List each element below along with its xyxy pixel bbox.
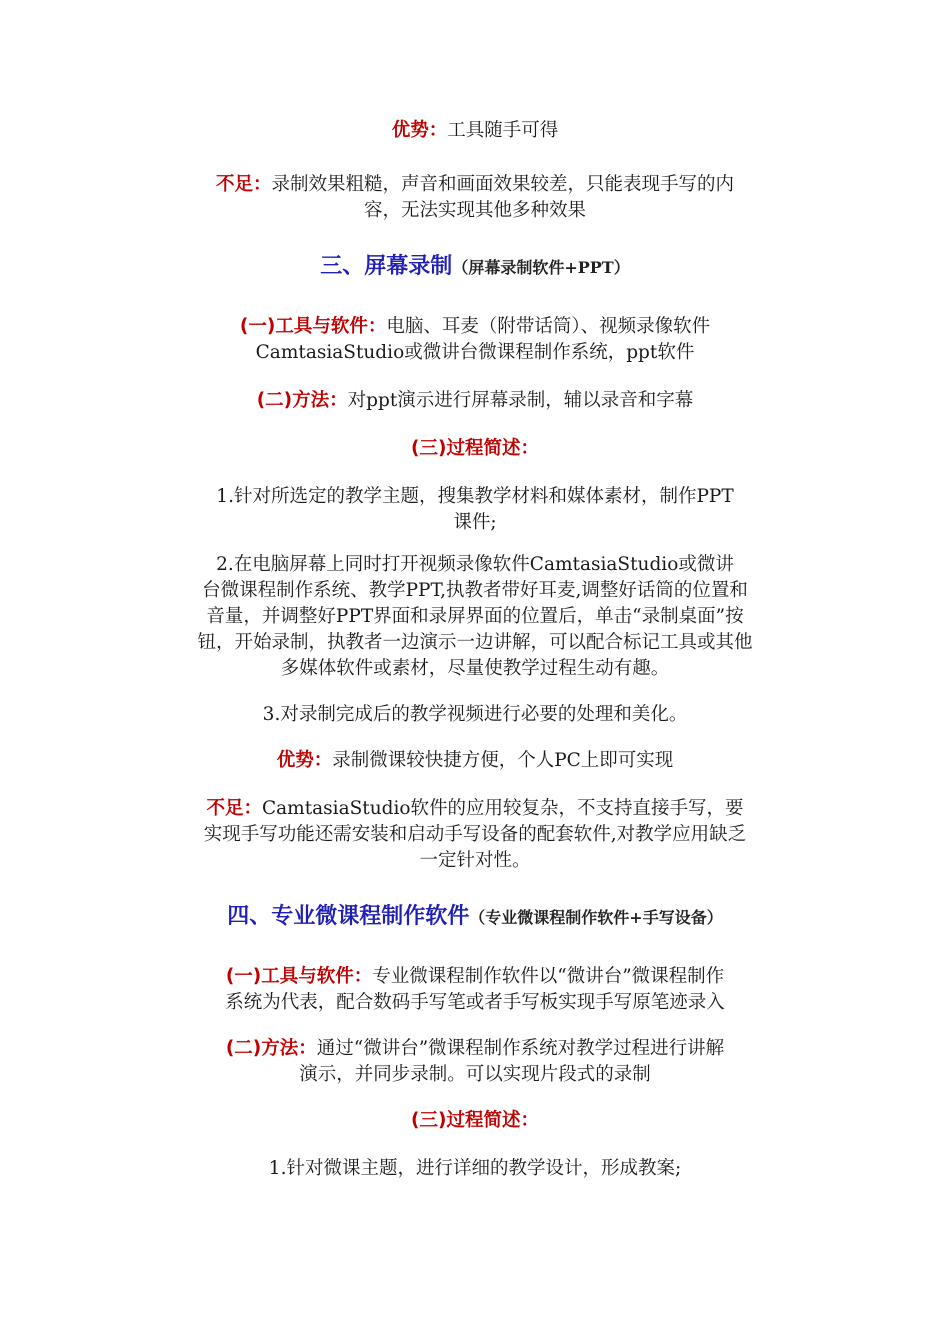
step-text-line: 课件; [453, 512, 497, 533]
shortcoming-label: 不足： [206, 798, 262, 819]
step-text-line: 钮，开始录制，执教者一边演示一边讲解，可以配合标记工具或其他 [197, 632, 753, 653]
shortcoming-text-line: CamtasiaStudio软件的应用较复杂，不支持直接手写，要 [261, 798, 744, 819]
shortcoming-text-line: 实现手写功能还需安装和启动手写设备的配套软件,对教学应用缺乏 [203, 824, 747, 845]
section3-shortcoming [140, 796, 810, 874]
section3-title-note: （屏幕录制软件+PPT） [452, 258, 630, 277]
tools-text-line: 系统为代表，配合数码手写笔或者手写板实现手写原笔迹录入 [225, 992, 725, 1013]
advantage-paragraph-1 [140, 118, 810, 144]
tools-label: (一)工具与软件： [225, 966, 373, 987]
section4-title-note: （专业微课程制作软件+手写设备） [469, 908, 723, 927]
step-text-line: 台微课程制作系统、教学PPT,执教者带好耳麦,调整好话筒的位置和 [202, 580, 748, 601]
section3-advantage [140, 748, 810, 774]
section4-step1 [140, 1156, 810, 1182]
method-text-line: 通过“微讲台”微课程制作系统对教学过程进行讲解 [316, 1038, 725, 1059]
shortcoming-text-line: 一定针对性。 [419, 850, 531, 871]
method-label: (二)方法： [225, 1038, 317, 1059]
method-text: 对ppt演示进行屏幕录制，辅以录音和字幕 [347, 390, 694, 411]
step-text-line: 多媒体软件或素材，尽量使教学过程生动有趣。 [280, 658, 670, 679]
section4-tools-paragraph [140, 964, 810, 1016]
shortcoming-label: 不足： [215, 174, 272, 195]
shortcoming-text-line: 容，无法实现其他多种效果 [363, 200, 586, 221]
advantage-text: 录制微课较快捷方便，个人PC上即可实现 [332, 750, 674, 771]
method-label: (二)方法： [256, 390, 348, 411]
section3-title: 三、屏幕录制 [320, 254, 453, 279]
section4-title: 四、专业微课程制作软件 [227, 904, 470, 929]
process-label: (三)过程简述： [411, 438, 539, 459]
step-text-line: 1.针对所选定的教学主题，搜集教学材料和媒体素材，制作PPT [216, 486, 734, 507]
section3-step2 [140, 552, 810, 682]
section3-step3 [140, 702, 810, 728]
step-text-line: 音量，并调整好PPT界面和录屏界面的位置后，单击“录制桌面”按 [206, 606, 744, 627]
section3-method-paragraph [140, 388, 810, 414]
shortcoming-paragraph-1 [140, 172, 810, 224]
section4-heading [140, 904, 810, 931]
shortcoming-text-line: 录制效果粗糙，声音和画面效果较差，只能表现手写的内 [271, 174, 735, 195]
step-text-line: 3.对录制完成后的教学视频进行必要的处理和美化。 [262, 704, 688, 725]
advantage-label: 优势： [276, 750, 333, 771]
step-text-line: 2.在电脑屏幕上同时打开视频录像软件CamtasiaStudio或微讲 [216, 554, 734, 575]
step-text-line: 1.针对微课主题，进行详细的教学设计，形成教案; [268, 1158, 682, 1179]
section4-method-paragraph [140, 1036, 810, 1088]
section3-tools-paragraph [140, 314, 810, 366]
advantage-label: 优势： [391, 120, 448, 141]
method-text-line: 演示，并同步录制。可以实现片段式的录制 [299, 1064, 651, 1085]
section3-process-heading [140, 436, 810, 462]
section3-step1 [140, 484, 810, 536]
tools-text-line: 专业微课程制作软件以“微讲台”微课程制作 [372, 966, 725, 987]
section4-process-heading [140, 1108, 810, 1134]
process-label: (三)过程简述： [411, 1110, 539, 1131]
tools-text-line: CamtasiaStudio或微讲台微课程制作系统，ppt软件 [255, 342, 695, 363]
tools-text-line: 电脑、耳麦（附带话筒）、视频录像软件 [386, 316, 711, 337]
advantage-text: 工具随手可得 [447, 120, 559, 141]
tools-label: (一)工具与软件： [239, 316, 387, 337]
section3-heading [140, 254, 810, 281]
